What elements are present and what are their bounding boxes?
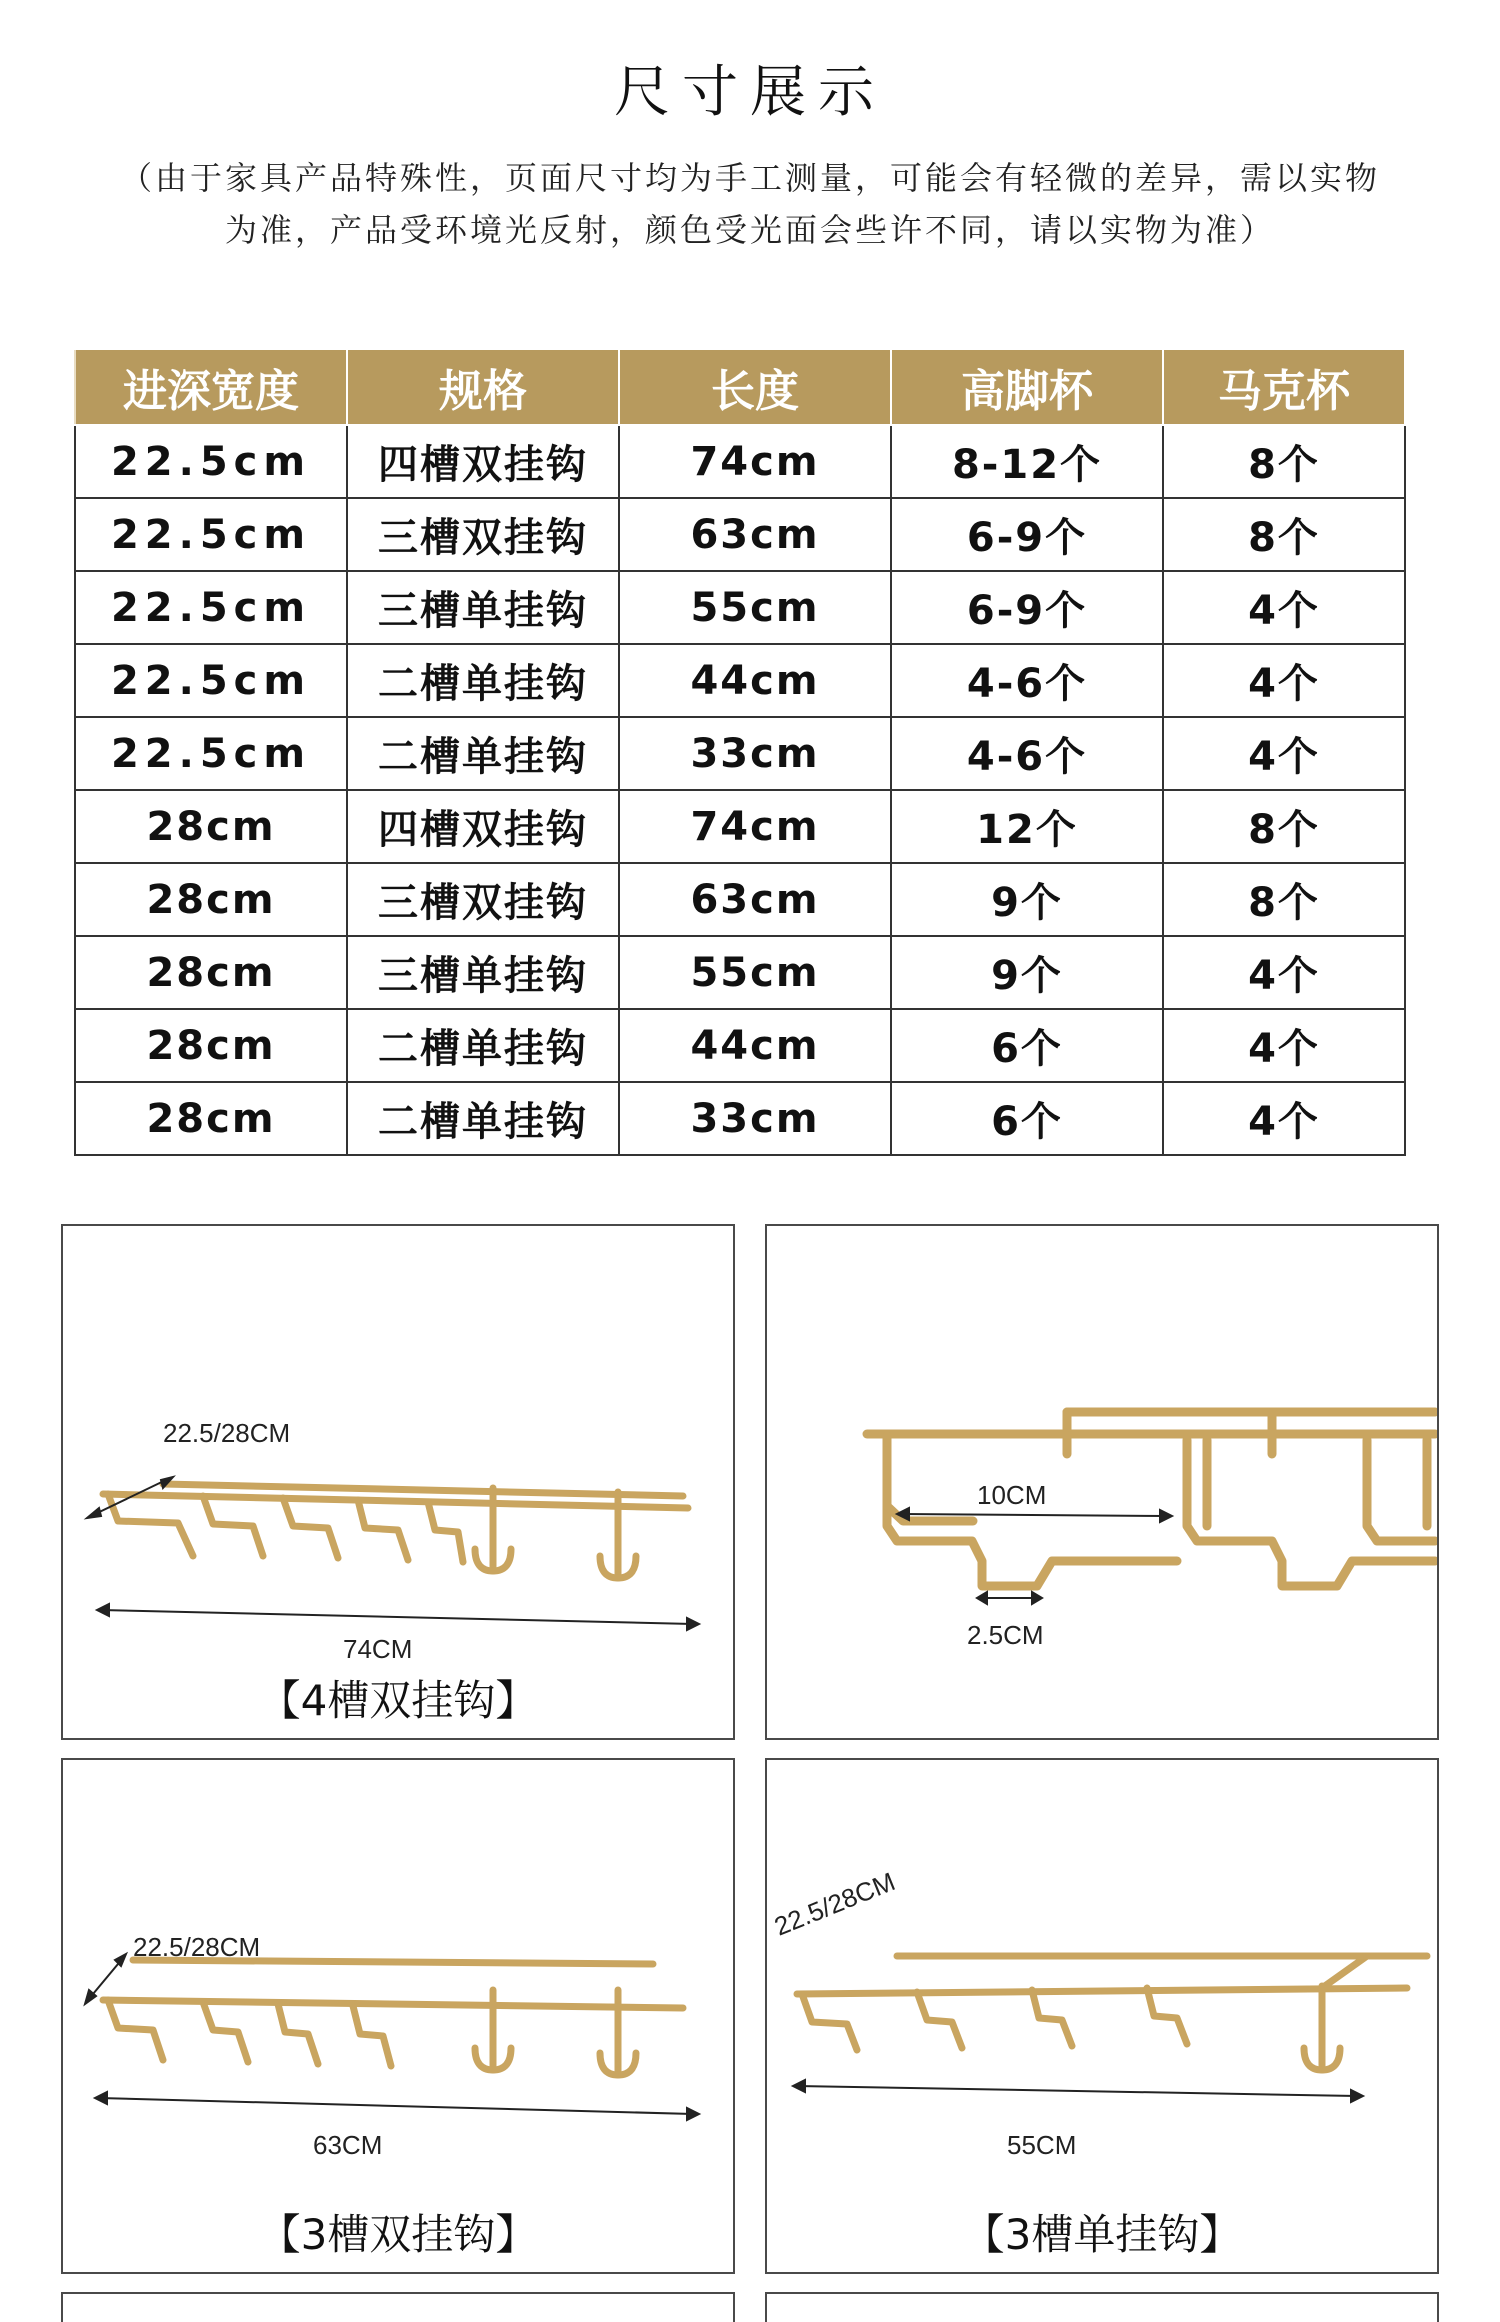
cell-length: 63cm: [619, 498, 891, 571]
cell-depth: 22.5cm: [75, 425, 347, 498]
header-spec: 规格: [347, 349, 619, 425]
cell-wine-glass: 4-6个: [891, 717, 1163, 790]
cell-mug: 4个: [1163, 717, 1405, 790]
cell-wine-glass: 4-6个: [891, 644, 1163, 717]
cell-wine-glass: 6-9个: [891, 571, 1163, 644]
cell-spec: 二槽单挂钩: [347, 1009, 619, 1082]
cell-length: 55cm: [619, 936, 891, 1009]
cell-mug: 8个: [1163, 498, 1405, 571]
rack-illustration: [63, 1760, 733, 2272]
cell-spec: 四槽双挂钩: [347, 790, 619, 863]
table-row: [75, 1009, 1405, 1082]
table-row: [75, 498, 1405, 571]
cell-length: 74cm: [619, 790, 891, 863]
cell-depth: 28cm: [75, 790, 347, 863]
product-panel-closeup: [765, 1224, 1439, 1740]
rack-illustration: [63, 1226, 733, 1738]
depth-label: 22.5/28CM: [770, 1866, 900, 1942]
spec-table-header: [75, 349, 1405, 425]
header-wine-glass: 高脚杯: [891, 349, 1163, 425]
depth-label: 22.5/28CM: [163, 1418, 291, 1448]
rack-closeup-illustration: [767, 1226, 1437, 1738]
spec-table: [74, 348, 1406, 1156]
cell-mug: 8个: [1163, 790, 1405, 863]
table-row: [75, 1082, 1405, 1155]
table-row: [75, 936, 1405, 1009]
disclaimer-line-2: 为准，产品受环境光反射，颜色受光面会些许不同，请以实物为准）: [224, 211, 1275, 249]
cell-wine-glass: 6个: [891, 1082, 1163, 1155]
cell-depth: 22.5cm: [75, 717, 347, 790]
length-label: 74CM: [343, 1634, 413, 1664]
cell-spec: 三槽双挂钩: [347, 498, 619, 571]
depth-label: 22.5/28CM: [133, 1932, 261, 1962]
table-row: [75, 571, 1405, 644]
cell-spec: 二槽单挂钩: [347, 644, 619, 717]
table-row: [75, 717, 1405, 790]
header-mug: 马克杯: [1163, 349, 1405, 425]
panel-caption: 【3槽双挂钩】: [258, 2210, 538, 2259]
slot-width-label: 10CM: [977, 1480, 1047, 1510]
disclaimer-line-1: （由于家具产品特殊性，页面尺寸均为手工测量，可能会有轻微的差异，需以实物: [119, 159, 1380, 197]
disclaimer-note: [60, 152, 1440, 256]
rack-illustration: [767, 1760, 1437, 2272]
length-label: 55CM: [1007, 2130, 1077, 2160]
table-row: [75, 790, 1405, 863]
slot-gap-label: 2.5CM: [967, 1620, 1044, 1650]
cell-depth: 28cm: [75, 936, 347, 1009]
cell-length: 44cm: [619, 1009, 891, 1082]
product-panel-partial-left: [61, 2292, 735, 2322]
product-panel-partial-right: [765, 2292, 1439, 2322]
table-row: [75, 644, 1405, 717]
table-row: [75, 425, 1405, 498]
cell-length: 55cm: [619, 571, 891, 644]
table-row: [75, 863, 1405, 936]
page-title: 尺寸展示: [614, 60, 886, 125]
header-length: 长度: [619, 349, 891, 425]
cell-length: 33cm: [619, 717, 891, 790]
cell-length: 33cm: [619, 1082, 891, 1155]
cell-length: 63cm: [619, 863, 891, 936]
product-panel-3-slot-double: [61, 1758, 735, 2274]
product-panel-3-slot-single: [765, 1758, 1439, 2274]
cell-mug: 8个: [1163, 425, 1405, 498]
cell-depth: 28cm: [75, 1009, 347, 1082]
panel-caption: 【4槽双挂钩】: [258, 1676, 538, 1725]
cell-depth: 22.5cm: [75, 571, 347, 644]
cell-depth: 28cm: [75, 1082, 347, 1155]
cell-spec: 四槽双挂钩: [347, 425, 619, 498]
cell-length: 74cm: [619, 425, 891, 498]
cell-mug: 4个: [1163, 644, 1405, 717]
cell-wine-glass: 8-12个: [891, 425, 1163, 498]
cell-mug: 8个: [1163, 863, 1405, 936]
cell-mug: 4个: [1163, 1009, 1405, 1082]
cell-mug: 4个: [1163, 571, 1405, 644]
cell-spec: 三槽双挂钩: [347, 863, 619, 936]
cell-depth: 22.5cm: [75, 644, 347, 717]
cell-wine-glass: 6个: [891, 1009, 1163, 1082]
cell-depth: 28cm: [75, 863, 347, 936]
cell-spec: 三槽单挂钩: [347, 936, 619, 1009]
cell-wine-glass: 9个: [891, 936, 1163, 1009]
cell-spec: 二槽单挂钩: [347, 717, 619, 790]
cell-depth: 22.5cm: [75, 498, 347, 571]
length-label: 63CM: [313, 2130, 383, 2160]
header-depth: 进深宽度: [75, 349, 347, 425]
cell-mug: 4个: [1163, 1082, 1405, 1155]
product-panel-4-slot-double: [61, 1224, 735, 1740]
cell-spec: 三槽单挂钩: [347, 571, 619, 644]
cell-mug: 4个: [1163, 936, 1405, 1009]
cell-wine-glass: 12个: [891, 790, 1163, 863]
cell-wine-glass: 6-9个: [891, 498, 1163, 571]
cell-length: 44cm: [619, 644, 891, 717]
panel-caption: 【3槽单挂钩】: [962, 2210, 1242, 2259]
cell-wine-glass: 9个: [891, 863, 1163, 936]
cell-spec: 二槽单挂钩: [347, 1082, 619, 1155]
